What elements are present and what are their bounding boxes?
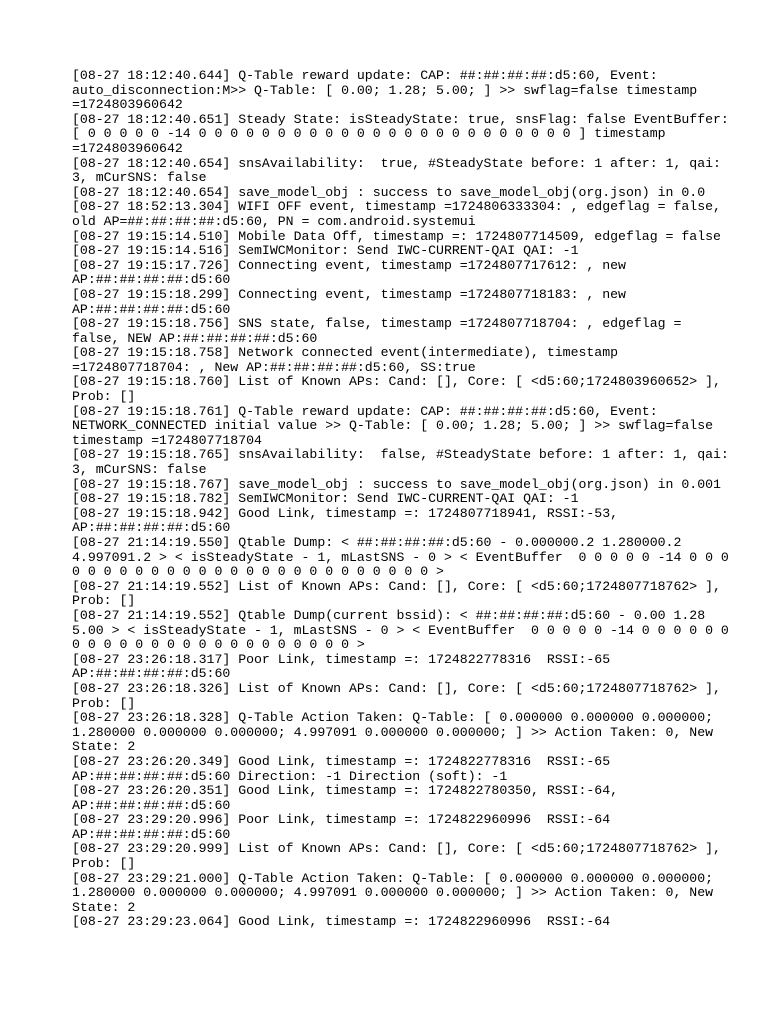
- log-line: [08-27 19:15:18.942] Good Link, timestamp =: 1724807718941, RSSI:-53,: [72, 505, 619, 521]
- log-line: AP:##:##:##:##:d5:60: [72, 826, 231, 842]
- log-line: 1.280000 0.000000 0.000000; 4.997091 0.000000 0.000000; ] >> Action Taken: 0, New: [72, 724, 714, 740]
- log-line: AP:##:##:##:##:d5:60: [72, 272, 231, 288]
- log-line: [08-27 21:14:19.550] Qtable Dump: < ##:##:##:##:d5:60 - 0.000000.2 1.280000.2: [72, 535, 682, 550]
- log-line: [08-27 18:12:40.654] snsAvailability: true, #SteadyState before: 1 after: 1, qai:: [72, 155, 721, 171]
- log-line: [08-27 19:15:14.510] Mobile Data Off, timestamp =: 1724807714509, edgeflag = false: [72, 228, 721, 244]
- log-line: =1724803960642: [72, 97, 183, 113]
- log-line: [08-27 23:26:18.317] Poor Link, timestamp =: 1724822778316 RSSI:-65: [72, 651, 611, 667]
- log-line: 5.00 > < isSteadyState - 1, mLastSNS - 0 > < EventBuffer 0 0 0 0 0 -14 0 0 0 0 0 0: [72, 622, 729, 638]
- log-line: Prob: []: [72, 389, 136, 405]
- log-line: auto_disconnection:M>> Q-Table: [ 0.00; 1.28; 5.00; ] >> swflag=false timestamp: [72, 82, 698, 98]
- log-line: [08-27 19:15:18.758] Network connected event(intermediate), timestamp: [72, 345, 619, 361]
- log-line: NETWORK_CONNECTED initial value >> Q-Table: [ 0.00; 1.28; 5.00; ] >> swflag=false: [72, 418, 714, 434]
- log-line: =1724807718704: , New AP:##:##:##:##:d5:60, SS:true: [72, 359, 476, 375]
- log-line: State: 2: [72, 899, 136, 915]
- log-line: 3, mCurSNS: false: [72, 170, 207, 186]
- log-line: false, NEW AP:##:##:##:##:d5:60: [72, 330, 318, 346]
- log-line: [08-27 18:52:13.304] WIFI OFF event, timestamp =1724806333304: , edgeflag = false,: [72, 199, 721, 215]
- log-line: old AP=##:##:##:##:d5:60, PN = com.android.systemui: [72, 213, 476, 229]
- log-line: [08-27 21:14:19.552] List of Known APs: Cand: [], Core: [ <d5:60;1724807718762> ],: [72, 578, 721, 594]
- log-line: 1.280000 0.000000 0.000000; 4.997091 0.000000 0.000000; ] >> Action Taken: 0, New: [72, 885, 714, 901]
- log-line: [ 0 0 0 0 0 -14 0 0 0 0 0 0 0 0 0 0 0 0 0 0 0 0 0 0 0 0 0 0 0 0 ] timestamp: [72, 126, 666, 142]
- log-line: [08-27 23:26:18.328] Q-Table Action Taken: Q-Table: [ 0.000000 0.000000 0.000000;: [72, 710, 714, 726]
- log-line: [08-27 23:29:20.999] List of Known APs: Cand: [], Core: [ <d5:60;1724807718762> ],: [72, 841, 721, 857]
- log-line: [08-27 23:29:21.000] Q-Table Action Taken: Q-Table: [ 0.000000 0.000000 0.000000;: [72, 870, 714, 886]
- log-line: [08-27 18:12:40.651] Steady State: isSteadyState: true, snsFlag: false EventBuffer:: [72, 111, 729, 127]
- log-line: [08-27 23:29:20.996] Poor Link, timestamp =: 1724822960996 RSSI:-64: [72, 812, 611, 828]
- log-line: [08-27 23:26:20.351] Good Link, timestamp =: 1724822780350, RSSI:-64,: [72, 783, 619, 799]
- log-line: [08-27 18:12:40.654] save_model_obj : success to save_model_obj(org.json) in 0.0: [72, 184, 706, 200]
- log-line: AP:##:##:##:##:d5:60: [72, 301, 231, 317]
- log-line: AP:##:##:##:##:d5:60: [72, 797, 231, 813]
- log-line: [08-27 19:15:18.767] save_model_obj : success to save_model_obj(org.json) in 0.001: [72, 476, 721, 492]
- log-line: [08-27 21:14:19.552] Qtable Dump(current bssid): < ##:##:##:##:d5:60 - 0.00 1.28: [72, 607, 706, 623]
- log-line: [08-27 19:15:18.782] SemIWCMonitor: Send IWC-CURRENT-QAI QAI: -1: [72, 491, 579, 507]
- log-line: 0 0 0 0 0 0 0 0 0 0 0 0 0 0 0 0 0 0 >: [72, 637, 365, 653]
- log-line: AP:##:##:##:##:d5:60 Direction: -1 Direction (soft): -1: [72, 768, 508, 784]
- log-line: [08-27 23:26:18.326] List of Known APs: Cand: [], Core: [ <d5:60;1724807718762> ],: [72, 680, 721, 696]
- log-line: Prob: []: [72, 593, 136, 609]
- log-document: [72, 68, 729, 930]
- log-line: =1724803960642: [72, 140, 183, 156]
- log-line: AP:##:##:##:##:d5:60: [72, 666, 231, 682]
- log-line: State: 2: [72, 739, 136, 755]
- log-line: [08-27 23:26:20.349] Good Link, timestamp =: 1724822778316 RSSI:-65: [72, 753, 611, 769]
- log-line: 4.997091.2 > < isSteadyState - 1, mLastSNS - 0 > < EventBuffer 0 0 0 0 0 -14 0 0 0: [72, 549, 729, 565]
- log-line: [08-27 19:15:17.726] Connecting event, timestamp =1724807717612: , new: [72, 257, 626, 273]
- log-line: timestamp =1724807718704: [72, 432, 262, 448]
- log-line: Prob: []: [72, 856, 136, 872]
- log-line: [08-27 19:15:18.299] Connecting event, timestamp =1724807718183: , new: [72, 286, 626, 302]
- log-line: [08-27 19:15:18.760] List of Known APs: Cand: [], Core: [ <d5:60;1724803960652> ],: [72, 374, 721, 390]
- log-line: [08-27 19:15:14.516] SemIWCMonitor: Send IWC-CURRENT-QAI QAI: -1: [72, 243, 579, 259]
- log-line: [08-27 23:29:23.064] Good Link, timestamp =: 1724822960996 RSSI:-64: [72, 914, 611, 930]
- log-line: [08-27 19:15:18.761] Q-Table reward update: CAP: ##:##:##:##:d5:60, Event:: [72, 403, 658, 419]
- log-line: AP:##:##:##:##:d5:60: [72, 520, 231, 536]
- log-line: [08-27 19:15:18.756] SNS state, false, timestamp =1724807718704: , edgeflag =: [72, 316, 682, 332]
- log-line: 3, mCurSNS: false: [72, 462, 207, 478]
- log-line: 0 0 0 0 0 0 0 0 0 0 0 0 0 0 0 0 0 0 0 0 0 0 0 >: [72, 564, 444, 580]
- log-line: [08-27 18:12:40.644] Q-Table reward update: CAP: ##:##:##:##:d5:60, Event:: [72, 68, 658, 83]
- log-line: [08-27 19:15:18.765] snsAvailability: false, #SteadyState before: 1 after: 1, qai:: [72, 447, 729, 463]
- log-line: Prob: []: [72, 695, 136, 711]
